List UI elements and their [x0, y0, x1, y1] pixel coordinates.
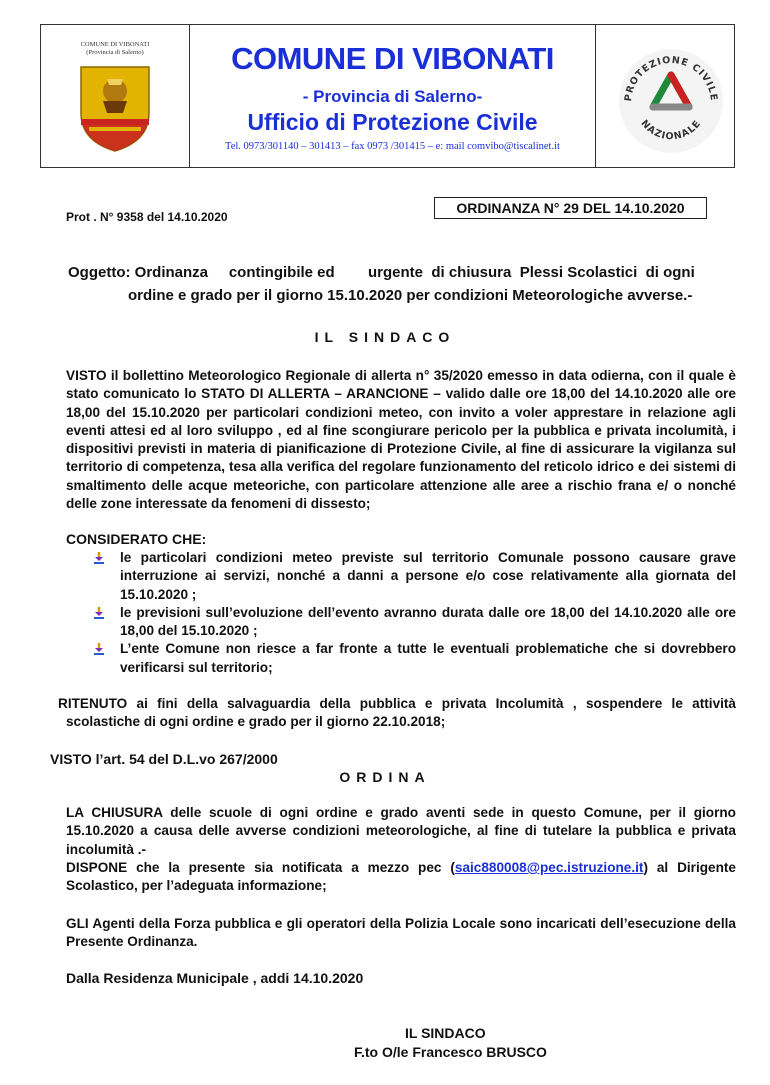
letterhead — [40, 24, 735, 168]
paragraph-dispone — [66, 859, 736, 896]
arrow-bullet-icon — [92, 606, 106, 620]
crest-caption-line: COMUNE DI VIBONATI — [80, 41, 150, 48]
svg-text:NAZIONALE: NAZIONALE — [638, 117, 704, 143]
considerato-list — [92, 549, 736, 677]
section-heading-ordina: ORDINA — [339, 769, 431, 785]
list-item — [92, 640, 736, 677]
signature-title: IL SINDACO — [405, 1025, 486, 1041]
protezione-civile-logo-icon — [615, 33, 727, 161]
paragraph-agenti: GLI Agenti della Forza pubblica e gli operatori della Polizia Locale sono incaricati dell’esecuzione della Presente Ordinanza. — [66, 916, 736, 950]
letterhead-divider — [595, 25, 596, 167]
section-heading-considerato: CONSIDERATO CHE: — [66, 531, 207, 547]
protocol-number: Prot . N° 9358 del 14.10.2020 — [66, 210, 228, 224]
office-name: Ufficio di Protezione Civile — [247, 109, 538, 135]
pec-email-link[interactable]: saic880008@pec.istruzione.it — [454, 860, 644, 875]
list-item-text: le particolari condizioni meteo previste sul territorio Comunale possono causare grave interruzione ai servizi, nonché a danni a persone e/o cose relativamente alla giornata del 15.10.2020 ; — [120, 550, 736, 602]
subject-line: ordine e grado per il giorno 15.10.2020 per condizioni Meteorologiche avverse.- — [128, 287, 693, 304]
section-heading-il-sindaco: IL SINDACO — [314, 329, 456, 345]
dispone-text: DISPONE che la presente sia notificata a mezzo pec ( — [66, 860, 455, 875]
contact-line: Tel. 0973/301140 – 301413 – fax 0973 /301415 – e: mail comvibo@tiscalinet.it — [225, 141, 560, 152]
list-item — [92, 604, 736, 641]
subject-line: Oggetto: Ordinanza contingibile ed urgente di chiusura Plessi Scolastici di ogni — [68, 264, 695, 281]
paragraph-chiusura: LA CHIUSURA delle scuole di ogni ordine e grado aventi sede in questo Comune, per il giorno 15.10.2020 a causa delle avverse condizioni meteorologiche, al fine di tutelare la pubblica e privata incolumità .- — [66, 805, 736, 857]
list-item — [92, 549, 736, 604]
paragraph-ritenuto: RITENUTO ai fini della salvaguardia della pubblica e privata Incolumità , sospendere le attività scolastiche di ogni ordine e grado per il giorno 22.10.2018; — [58, 696, 736, 730]
municipality-title: COMUNE DI VIBONATI — [231, 41, 554, 76]
place-date-line: Dalla Residenza Municipale , addi 14.10.2020 — [66, 970, 364, 986]
province-line: - Provincia di Salerno- — [302, 87, 483, 106]
crest-caption — [59, 41, 171, 57]
dispone-text: ) al Dirigente Scolastico, per l’adeguata informazione; — [66, 860, 736, 894]
list-item-text: L’ente Comune non riesce a far fronte a tutte le eventuali problematiche che si dovrebbero verificarsi sul territorio; — [120, 641, 736, 675]
svg-text:PROTEZIONE CIVILE: PROTEZIONE CIVILE — [622, 54, 720, 103]
arrow-bullet-icon — [92, 551, 106, 565]
paragraph-visto: VISTO il bollettino Meteorologico Regionale di allerta n° 35/2020 emesso in data odierna, con il quale è stato comunicato lo STATO DI ALLERTA – ARANCIONE – valido dalle ore 18,00 del 14.10.2020 alle ore 18,00 del 15.10.2020 per particolari condizioni meteo, con invito a voler apprestare in relazione agli eventi attesi ed al loro sviluppo , ed al fine scongiurare pericolo per la pubblica e privata incolumità, i dispositivi previsti in materia di pianificazione di Protezione Civile, al fine di assicurare la vigilanza sul territorio di competenza, tesa alla verifica del regolare funzionamento del reticolo idrico e dei sistemi di smaltimento delle acque meteoriche, con particolare attenzione alle aree a rischio frana e/ o nonché delle zone interessate da fenomeni di dissesto; — [66, 368, 736, 512]
ordinance-number-box: ORDINANZA N° 29 DEL 14.10.2020 — [434, 197, 707, 219]
municipal-crest-icon — [77, 61, 153, 153]
crest-caption-line: (Provincia di Salerno) — [86, 49, 144, 56]
arrow-bullet-icon — [92, 642, 106, 656]
list-item-text: le previsioni sull’evoluzione dell’evento avranno durata dalle ore 18,00 del 14.10.2020 alle ore 18,00 del 15.10.2020 ; — [120, 604, 736, 639]
paragraph-visto-art: VISTO l’art. 54 del D.L.vo 267/2000 — [50, 751, 278, 767]
signature-name: F.to O/le Francesco BRUSCO — [354, 1044, 547, 1060]
